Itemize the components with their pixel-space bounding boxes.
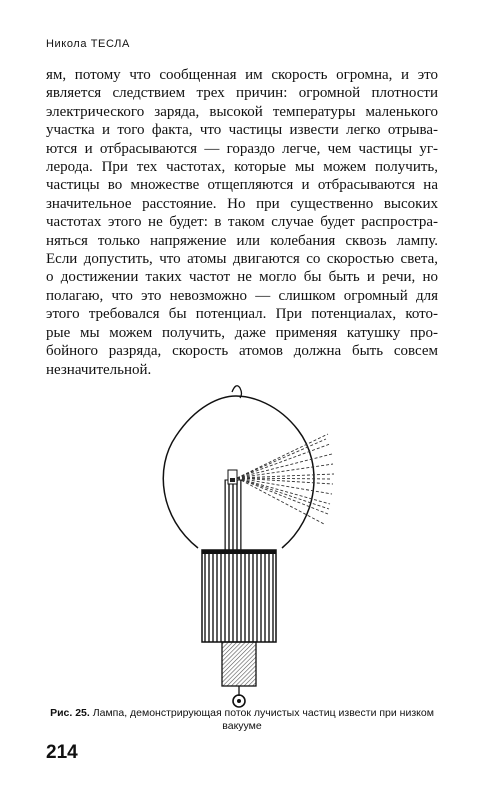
text-line: полагаю, что это невозможно — слишком огромный для — [46, 287, 438, 304]
text-line: няться только напряжение или колебания сквозь лампу. — [46, 232, 438, 249]
lamp-illustration-figure — [140, 378, 340, 710]
text-line: о достижении таких частот не могло бы быть и речи, но — [46, 269, 438, 286]
text-line: ям, потому что сообщенная им скорость огромна, и это — [46, 67, 438, 83]
running-header: Никола ТЕСЛА — [46, 38, 130, 50]
caption-label: Рис. 25. — [50, 707, 90, 719]
text-line: Если допустить, что атомы двигаются со скоростью света, — [46, 251, 438, 268]
text-line: частотах этого не будет: в таком случае будет распростра- — [46, 214, 438, 231]
figure-caption — [46, 707, 438, 733]
text-line: рые мы можем получить, даже применяя катушку про- — [46, 324, 438, 341]
text-line: лерода. При тех частотах, которые мы можем получить, — [46, 159, 438, 176]
body-paragraph — [46, 66, 438, 379]
ray-burst — [237, 434, 334, 524]
text-line: ются и отбрасываются — гораздо легче, чем частицы уг- — [46, 140, 438, 157]
text-line: этого требовался бы потенциал. При потенциалах, кото- — [46, 306, 438, 323]
caption-text: Лампа, демонстрирующая поток лучистых частиц извести при низком вакууме — [92, 707, 434, 732]
text-line: участка и того факта, что частицы извести легко отрыва- — [46, 122, 438, 139]
text-line: частицы во множестве отщепляются и отбрасываются на — [46, 177, 438, 194]
page-number: 214 — [46, 742, 78, 763]
text-line: незначительной. — [46, 361, 152, 378]
text-line: значительное расстояние. Но при существенно высоких — [46, 195, 438, 212]
text-line: электрического заряда, высокой температуры маленького — [46, 103, 438, 120]
lamp-illustration-icon — [140, 378, 340, 710]
text-line: является следствием трех причин: огромной плотности — [46, 85, 438, 102]
text-line: бойного разряда, скорость атомов должна быть совсем — [46, 343, 438, 360]
